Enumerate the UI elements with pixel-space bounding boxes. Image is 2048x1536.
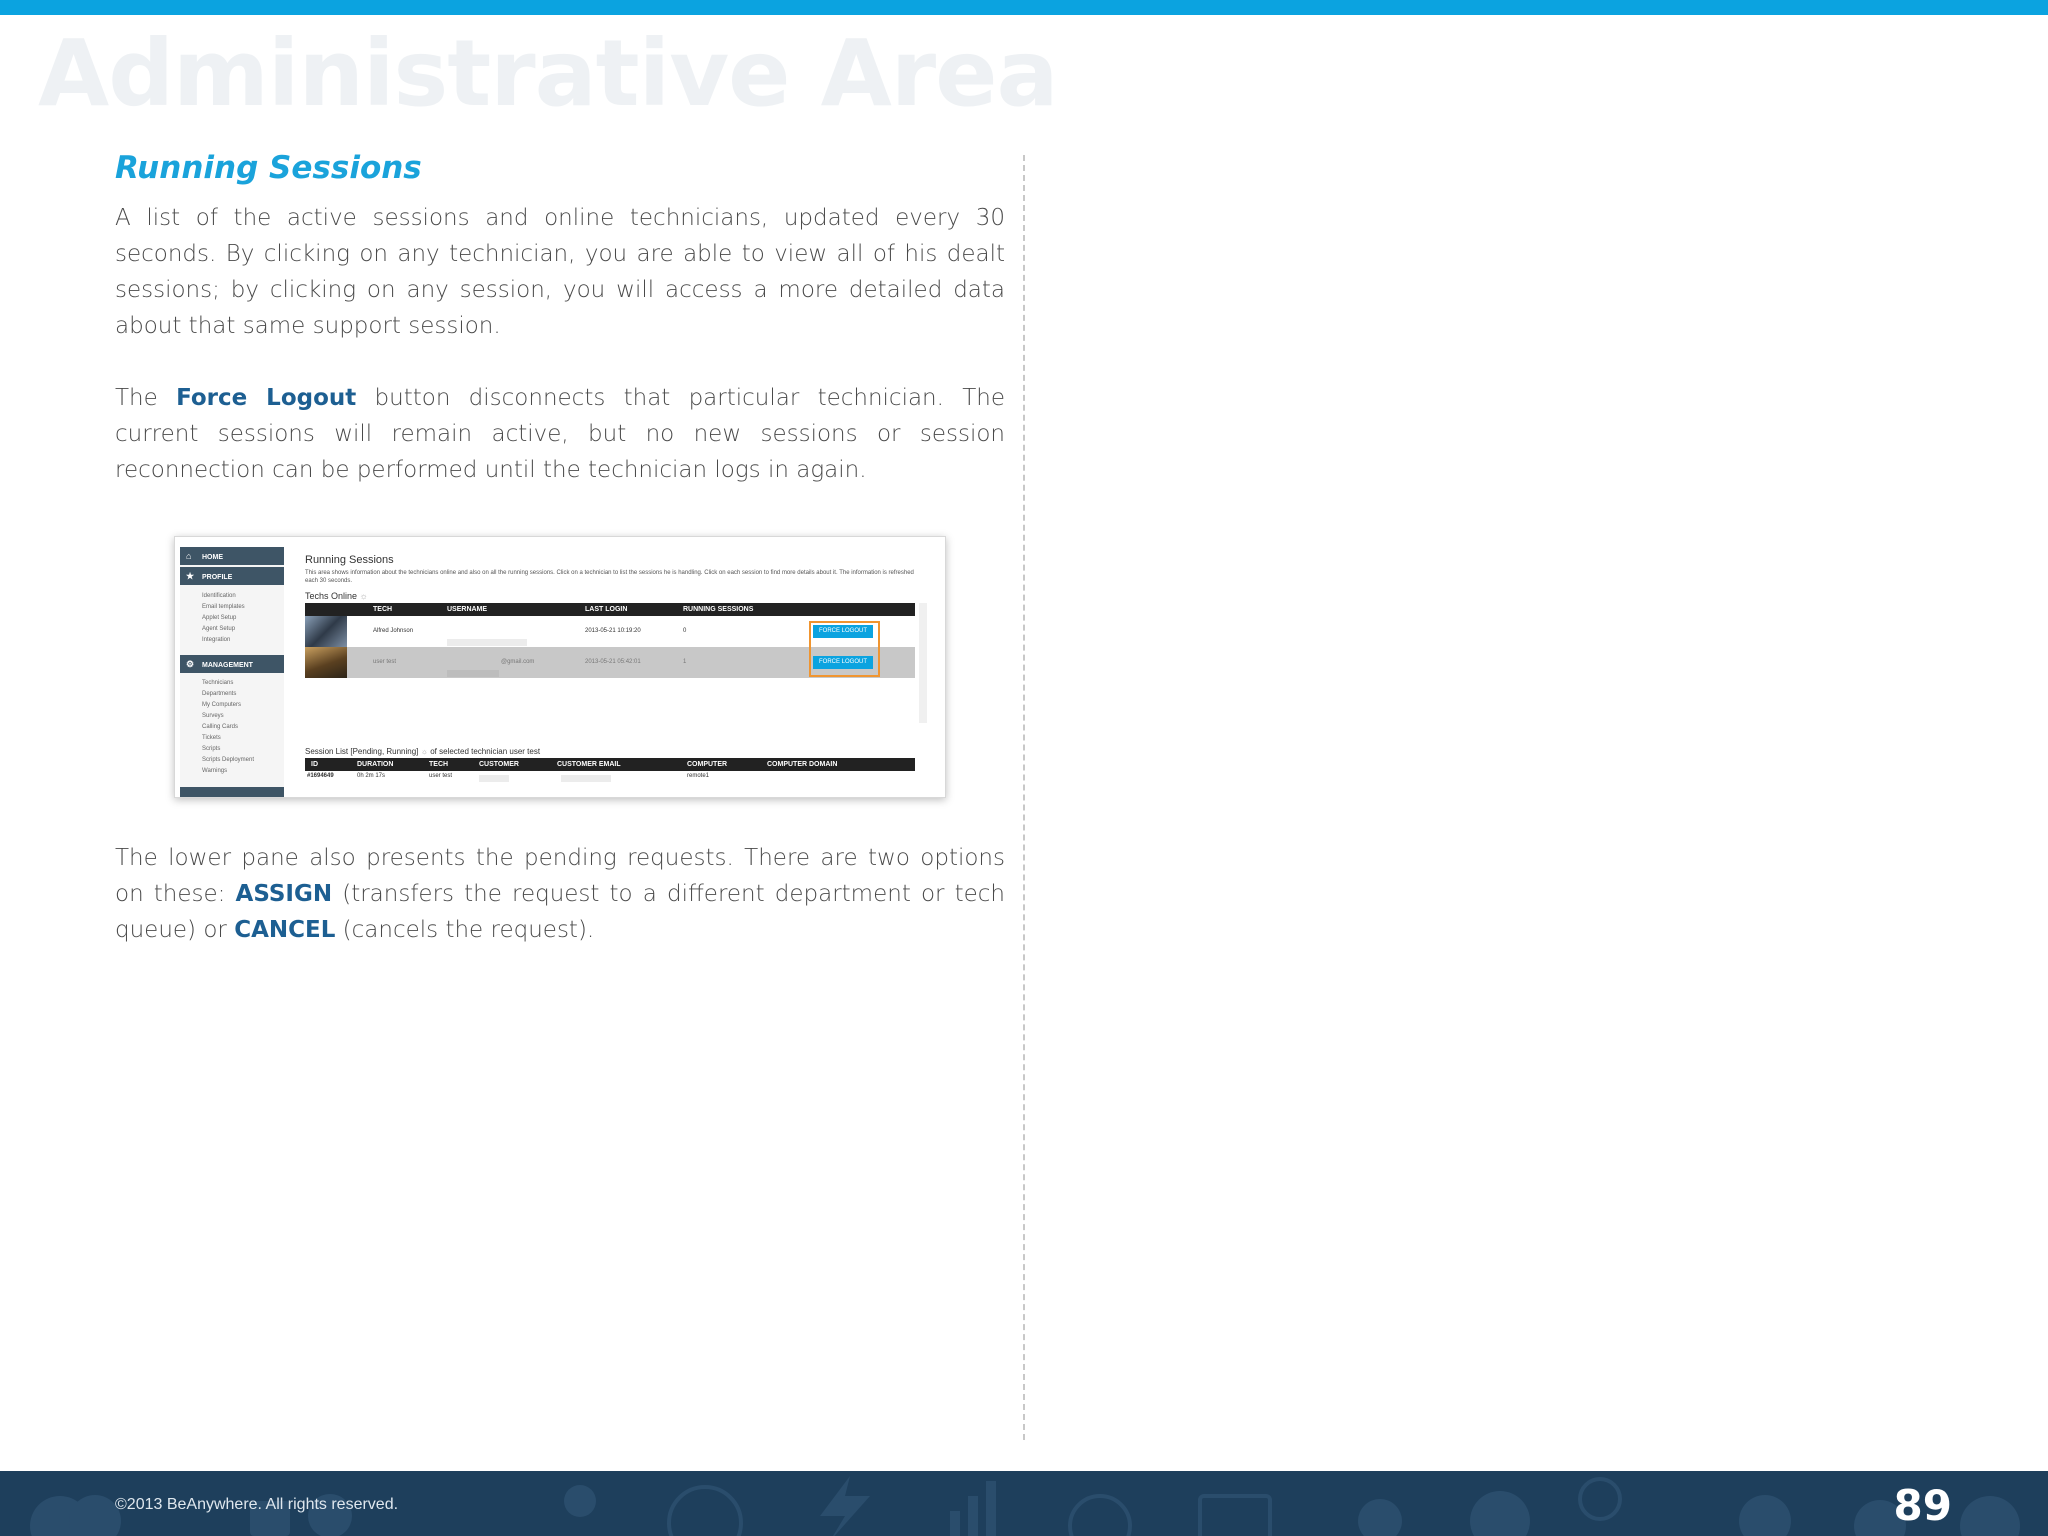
section-title-watermark: Administrative Area <box>38 20 1058 127</box>
globe-icon <box>669 1487 741 1536</box>
page-number: 89 <box>1893 1481 1952 1530</box>
tech-avatar <box>305 647 347 678</box>
para3-pre: The lower pane also presents the pending requests. There are two options on these: <box>115 845 1005 907</box>
session-tech: user test <box>429 773 453 779</box>
col-tech: TECH <box>429 761 449 768</box>
para2-post: button disconnects that particular technician. The current sessions will remain active, but no new sessions or session reconnection can be performed until the technician logs in again. <box>115 385 1005 483</box>
scrollbar[interactable] <box>919 603 927 723</box>
nav-more <box>180 787 284 798</box>
screenshot-main <box>305 547 933 779</box>
running-sessions: 0 <box>683 628 687 634</box>
col-duration: DURATION <box>357 761 394 768</box>
star-icon: ★ <box>186 571 195 581</box>
people-icon <box>1470 1491 1530 1536</box>
para3-post: (cancels the request). <box>335 917 595 943</box>
screenshot-sidebar <box>180 547 284 797</box>
tech-name: Alfred Johnson <box>373 628 414 634</box>
col-username: USERNAME <box>447 606 488 613</box>
nav-subitem: Departments <box>202 691 237 697</box>
session-list-title <box>305 747 915 756</box>
intro-paragraph: A list of the active sessions and online technicians, updated every 30 seconds. By clicking on any technician, you are able to view all of his dealt sessions; by clicking on any session, you will access a more detailed data about that same support session. <box>115 205 1005 339</box>
col-customer: CUSTOMER <box>479 761 519 768</box>
cancel-keyword: CANCEL <box>234 917 336 943</box>
nav-subitem: Warnings <box>202 768 228 774</box>
running-sessions-screenshot <box>174 536 946 798</box>
techs-online-label <box>305 591 933 601</box>
home-icon: ⌂ <box>186 551 192 561</box>
last-login: 2013-05-21 05:42:01 <box>585 659 641 665</box>
top-accent-bar <box>0 0 2048 15</box>
nav-subitem: Applet Setup <box>202 615 237 621</box>
bolt-icon <box>820 1476 870 1536</box>
nav-management-label: MANAGEMENT <box>202 662 253 669</box>
management-subitems <box>202 678 254 777</box>
nav-subitem: Identification <box>202 593 236 599</box>
table-row[interactable] <box>305 771 915 781</box>
rss-icon <box>1358 1499 1402 1536</box>
techs-table <box>305 603 915 678</box>
nav-subitem: Integration <box>202 637 231 643</box>
face-icon <box>1960 1496 2020 1536</box>
screenshot-description: This area shows information about the technicians online and also on all the running sessions. Click on a technician to list the sessions he is handling. Click on each session to find more details about it. The information is refreshed each 30 seconds. <box>305 570 914 584</box>
session-duration: 0h 2m 17s <box>357 773 386 779</box>
col-running-sessions: RUNNING SESSIONS <box>683 606 754 613</box>
session-table-header <box>305 758 915 771</box>
running-sessions: 1 <box>683 659 687 665</box>
lightbulb-icon <box>564 1485 596 1517</box>
techs-online-text: Techs Online <box>305 591 358 601</box>
col-id: ID <box>311 761 318 768</box>
col-computer: COMPUTER <box>687 761 728 768</box>
refresh-icon: ☼ <box>420 747 428 756</box>
user-icon <box>1739 1495 1791 1536</box>
col-tech: TECH <box>373 606 393 613</box>
force-logout-button[interactable]: FORCE LOGOUT <box>813 625 873 638</box>
gear-icon: ⚙ <box>186 659 195 669</box>
force-logout-paragraph <box>115 380 1005 488</box>
session-computer: remote1 <box>687 773 710 779</box>
session-id: #1694649 <box>307 773 334 779</box>
col-customer-email: CUSTOMER EMAIL <box>557 761 621 768</box>
nav-subitem: Email templates <box>202 604 245 610</box>
monitor-icon <box>1200 1496 1270 1536</box>
force-logout-button[interactable]: FORCE LOGOUT <box>813 656 873 669</box>
copyright: ©2013 BeAnywhere. All rights reserved. <box>115 1496 399 1513</box>
nav-management <box>180 655 284 673</box>
nav-subitem: Surveys <box>202 713 224 719</box>
page-footer <box>0 1471 2048 1536</box>
username-suffix: @gmail.com <box>501 659 535 665</box>
chart-icon <box>950 1511 960 1536</box>
para2-pre: The <box>115 385 177 411</box>
nav-subitem: Scripts <box>202 746 221 752</box>
para3-mid: (transfers the request to a different department or tech queue) or <box>115 881 1005 943</box>
nav-subitem: Agent Setup <box>202 626 236 632</box>
session-list-title-text: Session List [Pending, Running] <box>305 747 419 756</box>
article-heading: Running Sessions <box>115 150 422 186</box>
pending-requests-paragraph <box>115 840 1005 948</box>
session-list <box>305 747 915 781</box>
force-logout-keyword: Force Logout <box>176 385 357 411</box>
article-continued <box>115 840 1005 948</box>
nav-home <box>180 547 284 565</box>
techs-table-header <box>305 603 915 616</box>
headset-icon <box>1070 1496 1130 1536</box>
tech-avatar <box>305 616 347 647</box>
clock-icon <box>1580 1479 1620 1519</box>
col-last-login: LAST LOGIN <box>585 606 628 613</box>
screenshot-title: Running Sessions <box>305 554 394 566</box>
nav-subitem: Technicians <box>202 680 234 686</box>
refresh-icon: ☼ <box>359 591 368 601</box>
assign-keyword: ASSIGN <box>235 881 333 907</box>
session-list-suffix: of selected technician user test <box>430 747 541 756</box>
nav-subitem: My Computers <box>202 702 242 708</box>
tech-name: user test <box>373 659 397 665</box>
nav-subitem: Scripts Deployment <box>202 757 255 763</box>
article <box>115 150 1005 488</box>
col-computer-domain: COMPUTER DOMAIN <box>767 761 838 768</box>
nav-home-label: HOME <box>202 554 223 561</box>
force-logout-highlight <box>809 621 880 677</box>
column-divider <box>1023 155 1025 1440</box>
nav-subitem: Tickets <box>202 735 221 741</box>
nav-profile <box>180 567 284 585</box>
last-login: 2013-05-21 10:19:20 <box>585 628 641 634</box>
nav-subitem: Calling Cards <box>202 724 239 730</box>
profile-subitems <box>202 591 245 646</box>
nav-profile-label: PROFILE <box>202 574 233 581</box>
